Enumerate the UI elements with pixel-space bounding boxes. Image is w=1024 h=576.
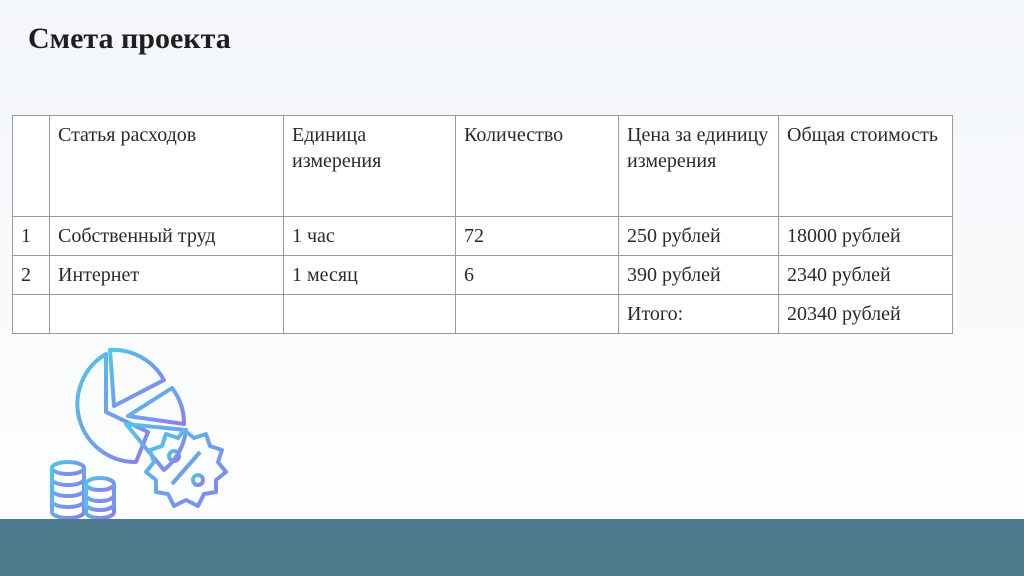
cell-quantity: 6 [456, 256, 619, 295]
cell-unit-price: 250 рублей [619, 217, 779, 256]
table-total-row [13, 295, 953, 334]
table-row [13, 217, 953, 256]
footer-bar [0, 519, 1024, 576]
cell-unit: 1 месяц [284, 256, 456, 295]
cell-quantity: 72 [456, 217, 619, 256]
cell-expense-item [50, 295, 284, 334]
cell-number [13, 295, 50, 334]
header-unit: Единица измерения [284, 116, 456, 217]
header-expense-item: Статья расходов [50, 116, 284, 217]
cell-expense-item: Собственный труд [50, 217, 284, 256]
coin-stack-icon [52, 462, 114, 518]
cell-unit-price: 390 рублей [619, 256, 779, 295]
cell-total-cost: 18000 рублей [779, 217, 953, 256]
slide-title: Смета проекта [28, 22, 231, 55]
total-value: 20340 рублей [779, 295, 953, 334]
percent-badge-icon [146, 430, 226, 506]
cell-number: 1 [13, 217, 50, 256]
cell-total-cost: 2340 рублей [779, 256, 953, 295]
cell-unit [284, 295, 456, 334]
header-total-cost: Общая стоимость [779, 116, 953, 217]
table-header-row [13, 116, 953, 217]
total-label: Итого: [619, 295, 779, 334]
cell-quantity [456, 295, 619, 334]
header-unit-price: Цена за единицу измерения [619, 116, 779, 217]
header-number [13, 116, 50, 217]
header-quantity: Количество [456, 116, 619, 217]
estimate-table [12, 115, 953, 334]
cell-expense-item: Интернет [50, 256, 284, 295]
cell-number: 2 [13, 256, 50, 295]
cell-unit: 1 час [284, 217, 456, 256]
table-row [13, 256, 953, 295]
finance-illustration [44, 344, 234, 520]
